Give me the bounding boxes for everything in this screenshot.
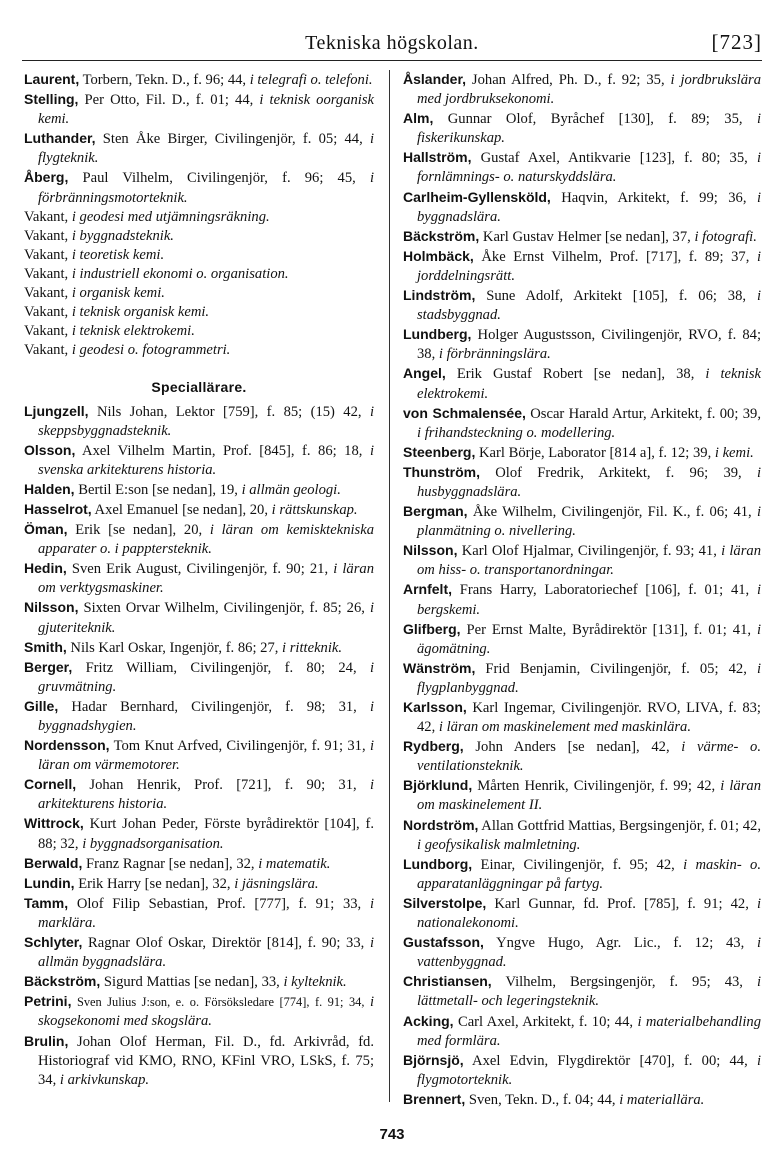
directory-entry: [24, 933, 374, 972]
left-entries-bottom: [24, 402, 374, 1090]
page-title: Tekniska högskolan.: [305, 32, 479, 54]
entry-details: Ragnar Olof Oskar, Direktör [814], f. 90; 33,: [82, 935, 370, 952]
entry-subject: i vattenbyggnad.: [417, 935, 761, 971]
entry-subject: i byggnadshygien.: [38, 698, 374, 734]
entry-surname: Björklund,: [403, 777, 473, 794]
entry-details: Einar, Civilingenjör, f. 95; 42,: [472, 856, 684, 873]
entry-details: Torbern, Tekn. D., f. 96; 44,: [79, 72, 250, 88]
entry-surname: Lundberg,: [403, 326, 472, 343]
right-entries: [403, 70, 761, 1110]
entry-details: Vakant,: [24, 265, 72, 282]
entry-details: Axel Vilhelm Martin, Prof. [845], f. 86; 18,: [75, 442, 370, 459]
entry-details: Gustaf Axel, Antikvarie [123], f. 80; 35,: [471, 150, 757, 167]
directory-entry: [24, 208, 374, 227]
directory-entry: [403, 1012, 761, 1051]
entry-subject: i husbyggnadslära.: [417, 464, 761, 500]
directory-entry: [403, 855, 761, 894]
entry-surname: Gustafsson,: [403, 934, 484, 951]
entry-subject: i teknisk organisk kemi.: [71, 304, 210, 321]
entry-details: Vakant,: [24, 246, 72, 263]
directory-entry: [403, 463, 761, 502]
entry-details: Allan Gottfrid Mattias, Bergsingenjör, f. 01; 42,: [478, 817, 761, 834]
entry-subject: i fotografi.: [694, 228, 757, 245]
directory-entry: [24, 246, 374, 265]
directory-entry: [403, 148, 761, 187]
entry-subject: i rättskunskap.: [271, 501, 358, 518]
directory-entry: [24, 559, 374, 598]
entry-details: Per Ernst Malte, Byrådirektör [131], f. 01; 41,: [460, 621, 757, 638]
entry-details: Johan Alfred, Ph. D., f. 92; 35,: [466, 72, 671, 88]
entry-details: Johan Henrik, Prof. [721], f. 90; 31,: [76, 777, 370, 794]
page-reference: [723]: [711, 30, 762, 54]
directory-entry: [403, 698, 761, 737]
entry-subject: i teoretisk kemi.: [71, 246, 165, 263]
right-column: [403, 70, 761, 1110]
entry-details: Erik Harry [se nedan], 32,: [74, 875, 235, 892]
entry-details: Sven Julius J:son, e. o. Försöksledare [774], f. 91; 34,: [71, 995, 370, 1010]
entry-subject: i kylteknik.: [283, 974, 347, 991]
entry-details: Nils Johan, Lektor [759], f. 85; (15) 42,: [88, 403, 370, 420]
directory-entry: [403, 443, 761, 463]
entry-subject: i byggnadsteknik.: [71, 227, 174, 244]
entry-subject: i stadsbyggnad.: [417, 288, 761, 324]
entry-details: Vakant,: [24, 227, 72, 244]
entry-subject: i materialbehandling med formlära.: [417, 1013, 761, 1049]
entry-details: Gunnar Olof, Byråchef [130], f. 89; 35,: [433, 111, 757, 128]
directory-entry: [24, 697, 374, 736]
entry-details: Vakant,: [24, 323, 72, 340]
directory-entry: [24, 402, 374, 441]
entry-surname: Alm,: [403, 110, 434, 127]
entry-subject: i läran om maskinelement med maskinlära.: [438, 719, 692, 736]
directory-entry: [24, 284, 374, 303]
entry-subject: i teknisk elektrokemi.: [71, 323, 195, 340]
entry-subject: i läran om hiss- o. transportanordningar.: [417, 543, 761, 579]
entry-details: Olof Filip Sebastian, Prof. [777], f. 91; 33,: [68, 895, 370, 912]
entry-details: Sixten Orvar Wilhelm, Civilingenjör, f. 85; 26,: [78, 600, 370, 617]
entry-details: Oscar Harald Artur, Arkitekt, f. 00; 39,: [525, 405, 761, 422]
entry-details: Vilhelm, Bergsingenjör, f. 95; 43,: [491, 974, 757, 991]
directory-entry: [24, 874, 374, 894]
entry-surname: Bäckström,: [24, 973, 101, 990]
directory-entry: [24, 520, 374, 559]
entry-details: Fritz William, Civilingenjör, f. 80; 24,: [72, 659, 370, 676]
entry-details: Sven, Tekn. D., f. 04; 44,: [465, 1091, 620, 1108]
entry-details: Åke Ernst Vilhelm, Prof. [717], f. 89; 37,: [473, 248, 757, 265]
directory-entry: [24, 598, 374, 637]
entry-surname: Thunström,: [403, 463, 480, 480]
entry-surname: Cornell,: [24, 776, 77, 793]
entry-surname: Holmbäck,: [403, 247, 474, 264]
entry-details: Erik Gustaf Robert [se nedan], 38,: [445, 366, 706, 383]
entry-subject: i allmän geologi.: [241, 481, 341, 498]
entry-subject: i lättmetall- och legeringsteknik.: [417, 974, 761, 1010]
entry-subject: i materiallära.: [619, 1091, 705, 1108]
entry-details: Sten Åke Birger, Civilingenjör, f. 05; 44,: [95, 131, 370, 148]
entry-subject: i industriell ekonomi o. organisation.: [71, 265, 289, 282]
entry-subject: i gjuteriteknik.: [38, 600, 374, 636]
entry-subject: i jäsningslära.: [234, 875, 319, 892]
directory-entry: [403, 776, 761, 815]
directory-entry: [24, 168, 374, 207]
directory-entry: [24, 441, 374, 480]
directory-entry: [403, 894, 761, 933]
entry-details: Hadar Bernhard, Civilingenjör, f. 98; 31,: [58, 698, 370, 715]
entry-surname: Angel,: [403, 365, 446, 382]
entry-surname: Nordström,: [403, 816, 479, 833]
directory-entry: [403, 70, 761, 109]
left-column: [24, 70, 374, 1090]
directory-entry: [403, 404, 761, 443]
entry-details: Frid Benjamin, Civilingenjör, f. 05; 42,: [475, 660, 757, 677]
entry-surname: Nilsson,: [403, 542, 458, 559]
entry-surname: Silverstolpe,: [403, 894, 487, 911]
entry-surname: Wänström,: [403, 659, 476, 676]
entry-subject: i läran om kemisktekniska apparater o. i papptersteknik.: [38, 522, 374, 558]
directory-entry: [403, 541, 761, 580]
directory-entry: [403, 737, 761, 776]
entry-details: Karl Börje, Laborator [814 a], f. 12; 39,: [475, 444, 715, 461]
entry-subject: i geodesi o. fotogrammetri.: [71, 342, 231, 359]
entry-details: Karl Gustav Helmer [se nedan], 37,: [479, 228, 695, 245]
entry-surname: Acking,: [403, 1012, 454, 1029]
entry-details: Per Otto, Fil. D., f. 01; 44,: [78, 92, 260, 109]
entry-surname: Smith,: [24, 638, 67, 655]
entry-subject: i skogsekonomi med skogslära.: [38, 994, 374, 1030]
directory-entry: [403, 620, 761, 659]
directory-entry: [24, 303, 374, 322]
entry-subject: i geofysikalisk malmletning.: [417, 836, 581, 853]
directory-entry: [24, 1032, 374, 1090]
entry-details: Yngve Hugo, Agr. Lic., f. 12; 43,: [483, 935, 757, 952]
entry-subject: i kemi.: [714, 444, 754, 461]
entry-details: Vakant,: [24, 285, 72, 302]
entry-subject: i ritteknik.: [282, 639, 343, 656]
section-heading: Speciallärare.: [151, 379, 247, 396]
entry-subject: i värme- o. ventilationsteknik.: [417, 739, 761, 775]
entry-surname: Ljungzell,: [24, 402, 89, 419]
entry-subject: i geodesi med utjämningsräkning.: [71, 208, 270, 225]
directory-entry: [24, 736, 374, 775]
directory-entry: [24, 227, 374, 246]
page-number: 743: [379, 1126, 405, 1143]
directory-entry: [24, 322, 374, 341]
entry-surname: Lundborg,: [403, 855, 473, 872]
directory-entry: [403, 659, 761, 698]
directory-entry: [403, 580, 761, 619]
entry-details: Vakant,: [24, 342, 72, 359]
directory-entry: [24, 972, 374, 992]
entry-details: Karl Ingemar, Civilingenjör. RVO, LIVA, f. 83; 42,: [417, 700, 761, 736]
directory-entry: [24, 341, 374, 360]
entry-surname: Öman,: [24, 521, 68, 538]
directory-entry: [403, 502, 761, 541]
entry-surname: Carlheim-Gyllensköld,: [403, 188, 551, 205]
directory-entry: [24, 638, 374, 658]
entry-subject: i jordbrukslära med jordbruksekonomi.: [417, 72, 761, 108]
entry-details: Kurt Johan Peder, Förste byrådirektör [104], f. 88; 32,: [38, 816, 374, 852]
entry-details: Paul Vilhelm, Civilingenjör, f. 96; 45,: [68, 170, 370, 187]
entry-subject: i teknisk oorganisk kemi.: [38, 92, 375, 128]
entry-surname: Laurent,: [24, 71, 80, 87]
entry-surname: Wittrock,: [24, 815, 84, 832]
directory-entry: [24, 129, 374, 168]
entry-details: Vakant,: [24, 304, 72, 321]
entry-details: Erik [se nedan], 20,: [67, 522, 210, 539]
entry-subject: i arkitekturens historia.: [38, 777, 374, 813]
directory-entry: [403, 933, 761, 972]
entry-surname: Lindström,: [403, 287, 476, 304]
entry-subject: i flygteknik.: [38, 131, 374, 167]
entry-surname: Åberg,: [24, 169, 69, 186]
entry-surname: Karlsson,: [403, 699, 467, 715]
entry-details: Karl Gunnar, fd. Prof. [785], f. 91; 42,: [486, 895, 757, 912]
left-entries-top: [24, 70, 374, 360]
entry-surname: Christiansen,: [403, 973, 492, 990]
entry-surname: Berwald,: [24, 854, 83, 871]
entry-surname: Hasselrot,: [24, 500, 92, 517]
entry-details: Sven Erik August, Civilingenjör, f. 90; 21,: [66, 561, 334, 578]
entry-surname: Berger,: [24, 658, 73, 675]
entry-surname: Björnsjö,: [403, 1051, 464, 1068]
directory-entry: [403, 972, 761, 1011]
entry-subject: i bergskemi.: [417, 582, 761, 618]
entry-subject: i allmän byggnadslära.: [38, 935, 374, 971]
entry-surname: Halden,: [24, 480, 75, 497]
entry-subject: i marklära.: [38, 895, 374, 931]
entry-surname: Brulin,: [24, 1032, 69, 1049]
entry-details: Carl Axel, Arkitekt, f. 10; 44,: [453, 1013, 638, 1030]
directory-entry: [403, 325, 761, 364]
directory-entry: [403, 286, 761, 325]
entry-subject: i flygmotorteknik.: [417, 1052, 761, 1088]
entry-surname: Nilsson,: [24, 599, 79, 616]
entry-subject: i ägomätning.: [417, 621, 761, 657]
directory-entry: [24, 894, 374, 933]
entry-subject: i fornlämnings- o. naturskyddslära.: [417, 150, 761, 186]
directory-entry: [24, 90, 374, 129]
entry-surname: Nordensson,: [24, 737, 110, 754]
entry-details: Olof Fredrik, Arkitekt, f. 96; 39,: [480, 464, 757, 481]
directory-entry: [24, 500, 374, 520]
column-divider: [389, 70, 390, 1102]
entry-surname: Hedin,: [24, 560, 67, 577]
directory-entry: [403, 1090, 761, 1110]
entry-details: Nils Karl Oskar, Ingenjör, f. 86; 27,: [66, 639, 283, 656]
entry-subject: i matematik.: [258, 855, 331, 872]
directory-entry: [403, 188, 761, 227]
directory-entry: [403, 247, 761, 286]
entry-surname: Bergman,: [403, 503, 468, 520]
entry-subject: i frihandsteckning o. modellering.: [417, 424, 616, 441]
directory-entry: [24, 480, 374, 500]
entry-subject: i telegrafi o. telefoni.: [249, 72, 373, 88]
page-header: [22, 24, 762, 61]
entry-details: Karl Olof Hjalmar, Civilingenjör, f. 93; 41,: [457, 543, 722, 560]
entry-surname: Luthander,: [24, 130, 96, 147]
entry-subject: i arkivkunskap.: [59, 1071, 150, 1088]
directory-entry: [24, 814, 374, 853]
directory-entry: [24, 265, 374, 284]
entry-subject: i maskin- o. apparatanläggningar på fartyg.: [417, 856, 761, 892]
entry-subject: i gruvmätning.: [38, 659, 374, 695]
directory-entry: [24, 854, 374, 874]
entry-surname: Petrini,: [24, 993, 72, 1010]
entry-surname: Bäckström,: [403, 227, 480, 244]
directory-entry: [403, 816, 761, 855]
entry-surname: Olsson,: [24, 441, 76, 458]
entry-subject: i jorddelningsrätt.: [417, 248, 761, 284]
entry-surname: Lundin,: [24, 874, 75, 891]
entry-subject: i planmätning o. nivellering.: [417, 504, 761, 540]
entry-subject: i flygplanbyggnad.: [417, 660, 761, 696]
entry-details: Franz Ragnar [se nedan], 32,: [82, 855, 259, 872]
entry-subject: i fiskerikunskap.: [417, 111, 761, 147]
entry-subject: i byggnadsorganisation.: [82, 835, 224, 852]
entry-surname: Arnfelt,: [403, 581, 452, 598]
entry-subject: i förbränningslära.: [438, 346, 551, 363]
entry-surname: von Schmalensée,: [403, 404, 526, 421]
entry-subject: i byggnadslära.: [417, 189, 761, 225]
entry-details: Axel Edvin, Flygdirektör [470], f. 00; 44,: [463, 1052, 757, 1069]
directory-entry: [403, 109, 761, 148]
entry-surname: Glifberg,: [403, 620, 461, 637]
entry-subject: i svenska arkitekturens historia.: [38, 442, 374, 478]
entry-surname: Tamm,: [24, 894, 69, 911]
entry-details: Bertil E:son [se nedan], 19,: [74, 481, 242, 498]
entry-surname: Schlyter,: [24, 934, 83, 951]
entry-surname: Gille,: [24, 697, 59, 714]
entry-subject: i teknisk elektrokemi.: [417, 366, 761, 402]
entry-surname: Steenberg,: [403, 443, 476, 460]
directory-entry: [403, 364, 761, 403]
entry-surname: Stelling,: [24, 91, 79, 108]
entry-subject: i läran om verktygsmaskiner.: [38, 561, 374, 597]
entry-subject: i organisk kemi.: [71, 285, 165, 302]
entry-details: Sune Adolf, Arkitekt [105], f. 06; 38,: [475, 288, 757, 305]
entry-details: Åke Wilhelm, Civilingenjör, Fil. K., f. 06; 41,: [467, 504, 757, 521]
entry-details: Holger Augustsson, Civilingenjör, RVO, f. 84; 38,: [417, 327, 761, 363]
entry-details: Vakant,: [24, 208, 72, 225]
entry-subject: i skeppsbyggnadsteknik.: [38, 403, 374, 439]
entry-details: John Anders [se nedan], 42,: [463, 739, 682, 756]
directory-entry: [24, 658, 374, 697]
entry-surname: Hallström,: [403, 149, 472, 166]
directory-entry: [24, 992, 374, 1031]
entry-subject: i förbränningsmotorteknik.: [38, 170, 374, 206]
entry-subject: i läran om maskinelement II.: [417, 778, 762, 814]
directory-entry: [24, 775, 374, 814]
entry-subject: i nationalekonomi.: [417, 895, 761, 932]
entry-details: Sigurd Mattias [se nedan], 33,: [100, 974, 284, 991]
entry-details: Axel Emanuel [se nedan], 20,: [91, 501, 272, 518]
entry-details: Frans Harry, Laboratoriechef [106], f. 01; 41,: [452, 582, 757, 599]
entry-surname: Åslander,: [403, 71, 467, 87]
entry-details: Tom Knut Arfved, Civilingenjör, f. 91; 31,: [109, 738, 370, 755]
entry-subject: i läran om värmemotorer.: [38, 738, 374, 774]
entry-details: Haqvin, Arkitekt, f. 99; 36,: [550, 189, 757, 206]
entry-details: Johan Olof Herman, Fil. D., fd. Arkivråd, fd. Historiograf vid KMO, RNO, KFinl VRO, LSkS, f. 75; 34,: [38, 1033, 374, 1088]
entry-surname: Rydberg,: [403, 738, 464, 755]
directory-entry: [403, 227, 761, 247]
entry-surname: Brennert,: [403, 1090, 466, 1107]
directory-entry: [24, 70, 374, 90]
entry-details: Mårten Henrik, Civilingenjör, f. 99; 42,: [472, 778, 721, 795]
directory-entry: [403, 1051, 761, 1090]
